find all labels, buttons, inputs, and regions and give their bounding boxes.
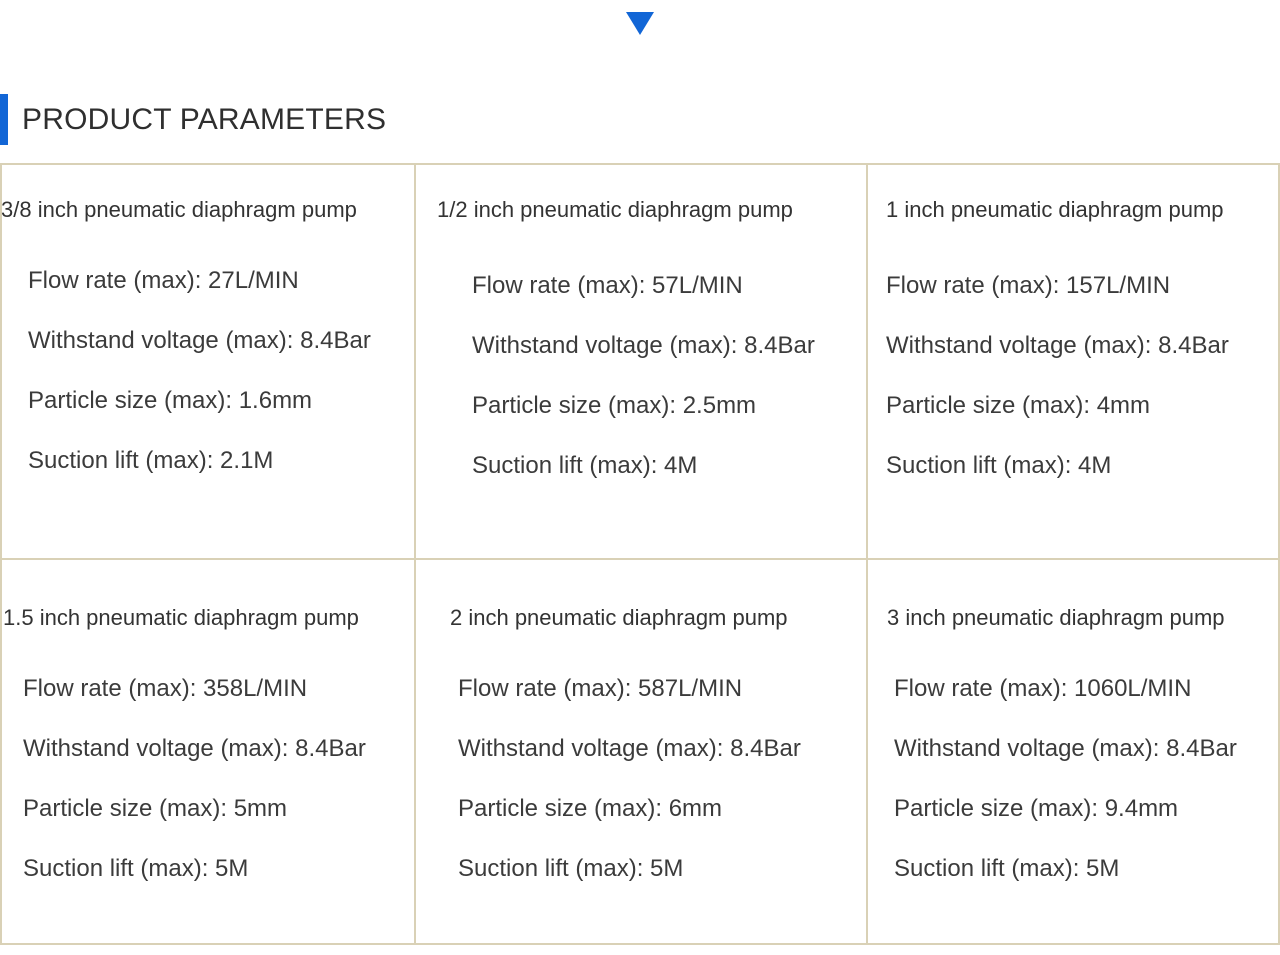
spec-suction-lift: Suction lift (max): 5M xyxy=(894,855,1120,882)
section-title: PRODUCT PARAMETERS xyxy=(22,103,387,136)
spec-flow-rate: Flow rate (max): 587L/MIN xyxy=(458,675,743,702)
spec-particle-size: Particle size (max): 9.4mm xyxy=(894,795,1179,822)
pump-title: 1/2 inch pneumatic diaphragm pump xyxy=(437,197,793,222)
grid-border-bottom xyxy=(0,943,1280,945)
spec-flow-rate: Flow rate (max): 358L/MIN xyxy=(23,675,308,702)
spec-suction-lift: Suction lift (max): 5M xyxy=(458,855,684,882)
spec-particle-size: Particle size (max): 2.5mm xyxy=(472,392,757,419)
pump-title: 1.5 inch pneumatic diaphragm pump xyxy=(3,605,359,630)
spec-list xyxy=(28,266,371,506)
spec-flow-rate: Flow rate (max): 27L/MIN xyxy=(28,267,299,294)
spec-suction-lift: Suction lift (max): 4M xyxy=(886,452,1112,479)
pump-title: 1 inch pneumatic diaphragm pump xyxy=(886,197,1224,222)
grid-divider-1 xyxy=(414,163,416,945)
spec-particle-size: Particle size (max): 1.6mm xyxy=(28,387,313,414)
spec-particle-size: Particle size (max): 5mm xyxy=(23,795,288,822)
spec-flow-rate: Flow rate (max): 157L/MIN xyxy=(886,272,1171,299)
spec-suction-lift: Suction lift (max): 4M xyxy=(472,452,698,479)
section-accent-bar xyxy=(0,94,8,145)
spec-withstand-voltage: Withstand voltage (max): 8.4Bar xyxy=(28,327,371,354)
spec-suction-lift: Suction lift (max): 5M xyxy=(23,855,249,882)
spec-suction-lift: Suction lift (max): 2.1M xyxy=(28,447,274,474)
spec-flow-rate: Flow rate (max): 57L/MIN xyxy=(472,272,743,299)
grid-border-top xyxy=(0,163,1280,165)
spec-list xyxy=(458,674,801,914)
spec-flow-rate: Flow rate (max): 1060L/MIN xyxy=(894,675,1192,702)
triangle-down-icon xyxy=(626,12,654,35)
spec-list xyxy=(886,271,1229,511)
spec-list xyxy=(894,674,1237,914)
spec-withstand-voltage: Withstand voltage (max): 8.4Bar xyxy=(472,332,815,359)
spec-particle-size: Particle size (max): 4mm xyxy=(886,392,1151,419)
pump-title: 3 inch pneumatic diaphragm pump xyxy=(887,605,1225,630)
spec-particle-size: Particle size (max): 6mm xyxy=(458,795,723,822)
grid-border-middle xyxy=(0,558,1280,560)
pump-title: 3/8 inch pneumatic diaphragm pump xyxy=(1,197,357,222)
spec-withstand-voltage: Withstand voltage (max): 8.4Bar xyxy=(458,735,801,762)
pump-title: 2 inch pneumatic diaphragm pump xyxy=(450,605,788,630)
spec-withstand-voltage: Withstand voltage (max): 8.4Bar xyxy=(886,332,1229,359)
spec-withstand-voltage: Withstand voltage (max): 8.4Bar xyxy=(894,735,1237,762)
grid-divider-2 xyxy=(866,163,868,945)
spec-withstand-voltage: Withstand voltage (max): 8.4Bar xyxy=(23,735,366,762)
spec-list xyxy=(23,674,366,914)
spec-list xyxy=(472,271,815,511)
grid-border-left xyxy=(0,163,2,945)
